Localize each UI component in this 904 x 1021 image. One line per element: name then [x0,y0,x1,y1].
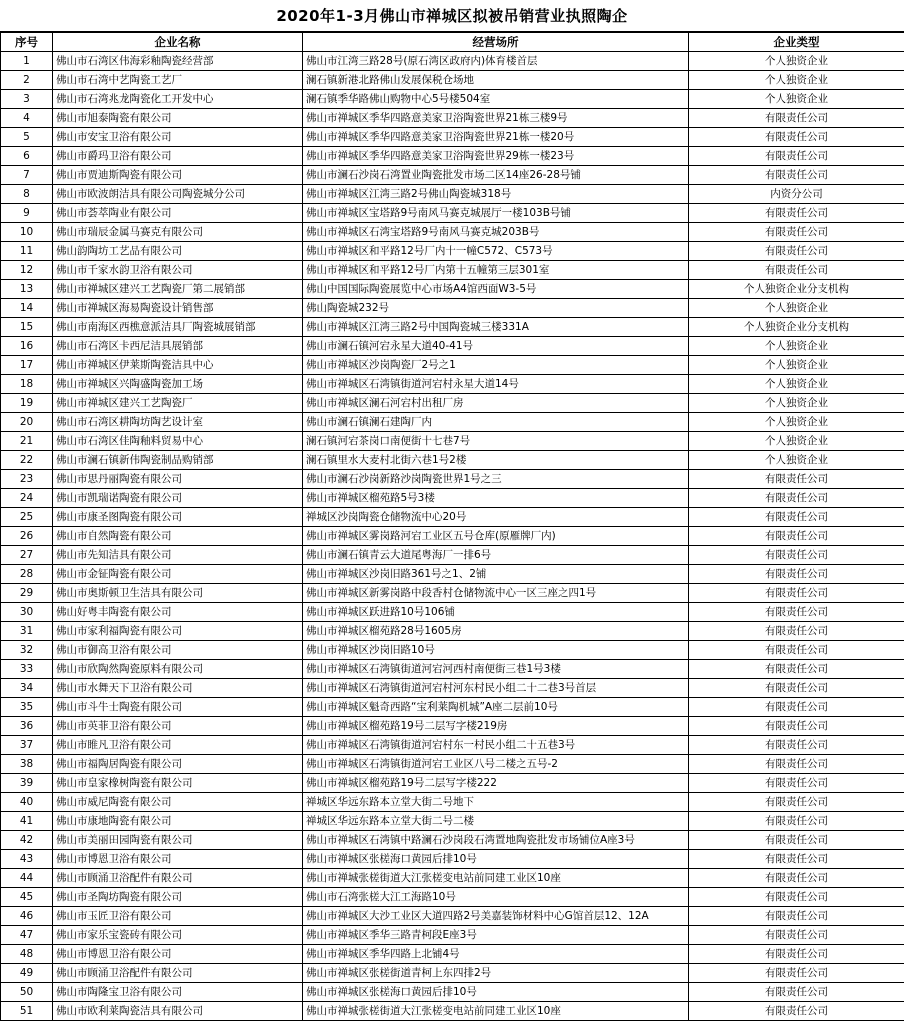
address-cell: 佛山市澜石镇青云大道尾粤海厂一排6号 [303,546,689,565]
row-index: 21 [1,432,53,451]
table-row [1,945,904,964]
address-cell: 佛山市禅城区石湾镇街道河宕村河东村民小组二十二巷3号首层 [303,679,689,698]
company-type-cell: 有限责任公司 [689,565,904,584]
address-cell: 澜石镇新港北路佛山发展保税仓场地 [303,71,689,90]
table-row [1,907,904,926]
address-cell: 佛山陶瓷城232号 [303,299,689,318]
company-type-cell: 有限责任公司 [689,888,904,907]
company-type-cell: 有限责任公司 [689,128,904,147]
company-name-cell: 佛山市瑞辰金属马赛克有限公司 [53,223,303,242]
table-row [1,679,904,698]
row-index: 25 [1,508,53,527]
company-name-cell: 佛山市石湾兆龙陶瓷化工开发中心 [53,90,303,109]
table-row [1,52,904,71]
row-index: 20 [1,413,53,432]
company-name-cell: 佛山市千家水韵卫浴有限公司 [53,261,303,280]
table-row [1,736,904,755]
address-cell: 佛山市禅城区榴苑路28号1605房 [303,622,689,641]
address-cell: 禅城区沙岗陶瓷仓储物流中心20号 [303,508,689,527]
row-index: 15 [1,318,53,337]
row-index: 35 [1,698,53,717]
address-cell: 佛山市禅城区宝塔路9号南风马赛克城展厅一楼103B号铺 [303,204,689,223]
address-cell: 佛山市石湾张槎大江工海路10号 [303,888,689,907]
company-name-cell: 佛山市贾迪斯陶瓷有限公司 [53,166,303,185]
table-row [1,926,904,945]
company-type-cell: 个人独资企业 [689,451,904,470]
company-name-cell: 佛山市金钲陶瓷有限公司 [53,565,303,584]
company-name-cell: 佛山市美丽田园陶瓷有限公司 [53,831,303,850]
company-name-cell: 佛山市康地陶瓷有限公司 [53,812,303,831]
company-name-cell: 佛山市威尼陶瓷有限公司 [53,793,303,812]
row-index: 34 [1,679,53,698]
company-type-cell: 个人独资企业 [689,432,904,451]
address-cell: 佛山市禅城区江湾三路2号佛山陶瓷城318号 [303,185,689,204]
address-cell: 佛山市禅城区季华四路上北铺4号 [303,945,689,964]
row-index: 50 [1,983,53,1002]
row-index: 3 [1,90,53,109]
company-type-cell: 有限责任公司 [689,622,904,641]
sheet-title: 2020年1-3月佛山市禅城区拟被吊销营业执照陶企 [0,0,904,32]
row-index: 30 [1,603,53,622]
address-cell: 佛山市禅城区榴苑路19号二层写字楼219房 [303,717,689,736]
row-index: 2 [1,71,53,90]
table-row [1,698,904,717]
company-name-cell: 佛山市欧波朗洁具有限公司陶瓷城分公司 [53,185,303,204]
company-name-cell: 佛山市旭泰陶瓷有限公司 [53,109,303,128]
address-cell: 佛山市禅城区新雾岗路中段香村仓储物流中心一区三座之四1号 [303,584,689,603]
row-index: 44 [1,869,53,888]
company-name-cell: 佛山市欧利莱陶瓷洁具有限公司 [53,1002,303,1021]
address-cell: 佛山市禅城区石湾镇街道河宕工业区八号二楼之五号-2 [303,755,689,774]
address-cell: 澜石镇河宕茶岗口南便街十七巷7号 [303,432,689,451]
company-name-cell: 佛山市石湾区卡西尼洁具展销部 [53,337,303,356]
company-type-cell: 有限责任公司 [689,755,904,774]
address-cell: 佛山中国国际陶瓷展览中心市场A4馆西面W3-5号 [303,280,689,299]
address-cell: 佛山市禅城区大沙工业区大道四路2号美嘉装饰材料中心G馆首层12、12A [303,907,689,926]
address-cell: 佛山市禅城区季华四路意美家卫浴陶瓷世界29栋一楼23号 [303,147,689,166]
address-cell: 佛山市禅城区榴苑路5号3楼 [303,489,689,508]
address-cell: 佛山市澜石沙岗新路沙岗陶瓷世界1号之三 [303,470,689,489]
row-index: 37 [1,736,53,755]
row-index: 38 [1,755,53,774]
address-cell: 佛山市禅城区季华四路意美家卫浴陶瓷世界21栋三楼9号 [303,109,689,128]
table-row [1,242,904,261]
table-row [1,641,904,660]
row-index: 26 [1,527,53,546]
company-type-cell: 有限责任公司 [689,641,904,660]
row-index: 41 [1,812,53,831]
table-row [1,793,904,812]
table-row [1,660,904,679]
table-row [1,375,904,394]
address-cell: 佛山市禅城区张槎海口黄园后排10号 [303,983,689,1002]
address-cell: 佛山市禅城区石湾宝塔路9号南风马赛克城203B号 [303,223,689,242]
company-type-cell: 有限责任公司 [689,964,904,983]
company-name-cell: 佛山市南海区西樵意派洁具厂陶瓷城展销部 [53,318,303,337]
company-type-cell: 有限责任公司 [689,546,904,565]
company-name-cell: 佛山市圣陶坊陶瓷有限公司 [53,888,303,907]
table-row [1,489,904,508]
row-index: 29 [1,584,53,603]
table-row [1,774,904,793]
address-cell: 佛山市禅城区季华三路青柯段E座3号 [303,926,689,945]
enterprise-table [0,32,904,1021]
table-row [1,432,904,451]
company-type-cell: 有限责任公司 [689,774,904,793]
company-type-cell: 有限责任公司 [689,470,904,489]
company-name-cell: 佛山市荟萃陶业有限公司 [53,204,303,223]
table-row [1,261,904,280]
row-index: 10 [1,223,53,242]
address-cell: 佛山市禅城区魁奇西路“宝利莱陶机城”A座二层前10号 [303,698,689,717]
company-name-cell: 佛山好粤丰陶瓷有限公司 [53,603,303,622]
address-cell: 佛山市禅城区澜石河宕村出租厂房 [303,394,689,413]
row-index: 47 [1,926,53,945]
row-index: 40 [1,793,53,812]
table-row [1,90,904,109]
table-row [1,318,904,337]
address-cell: 佛山市禅城区张槎街道青柯上东四排2号 [303,964,689,983]
table-header [1,33,904,52]
table-row [1,831,904,850]
address-cell: 澜石镇里水大麦村北街六巷1号2楼 [303,451,689,470]
company-type-cell: 有限责任公司 [689,831,904,850]
company-name-cell: 佛山市石湾区伟海彩釉陶瓷经营部 [53,52,303,71]
company-name-cell: 佛山市石湾中艺陶瓷工艺厂 [53,71,303,90]
table-row [1,394,904,413]
header-index: 序号 [1,33,53,52]
company-type-cell: 有限责任公司 [689,1002,904,1021]
table-row [1,888,904,907]
row-index: 39 [1,774,53,793]
table-row [1,147,904,166]
table-row [1,964,904,983]
row-index: 22 [1,451,53,470]
row-index: 11 [1,242,53,261]
address-cell: 禅城区华远东路本立堂大街二号地下 [303,793,689,812]
company-name-cell: 佛山市水舞天下卫浴有限公司 [53,679,303,698]
row-index: 45 [1,888,53,907]
company-type-cell: 有限责任公司 [689,869,904,888]
table-row [1,413,904,432]
company-name-cell: 佛山市博恩卫浴有限公司 [53,850,303,869]
address-cell: 佛山市禅城区榴苑路19号二层写字楼222 [303,774,689,793]
row-index: 6 [1,147,53,166]
table-row [1,109,904,128]
company-name-cell: 佛山市禅城区海易陶瓷设计销售部 [53,299,303,318]
address-cell: 佛山市澜石镇河宕永星大道40-41号 [303,337,689,356]
row-index: 36 [1,717,53,736]
company-type-cell: 有限责任公司 [689,850,904,869]
row-index: 16 [1,337,53,356]
company-type-cell: 个人独资企业 [689,375,904,394]
company-name-cell: 佛山市英菲卫浴有限公司 [53,717,303,736]
company-name-cell: 佛山市康圣图陶瓷有限公司 [53,508,303,527]
company-type-cell: 个人独资企业 [689,299,904,318]
row-index: 4 [1,109,53,128]
table-row [1,546,904,565]
table-row [1,1002,904,1021]
company-name-cell: 佛山市陶隆宝卫浴有限公司 [53,983,303,1002]
row-index: 17 [1,356,53,375]
company-name-cell: 佛山市安宝卫浴有限公司 [53,128,303,147]
company-name-cell: 佛山市博恩卫浴有限公司 [53,945,303,964]
company-type-cell: 有限责任公司 [689,926,904,945]
address-cell: 佛山市禅城区石湾镇街道河宕村永星大道14号 [303,375,689,394]
company-type-cell: 个人独资企业 [689,52,904,71]
row-index: 23 [1,470,53,489]
company-name-cell: 佛山市家乐宝瓷砖有限公司 [53,926,303,945]
address-cell: 佛山市江湾三路28号(原石湾区政府内)体育楼首层 [303,52,689,71]
address-cell: 佛山市禅城张槎街道大江张槎变电站前同建工业区10座 [303,1002,689,1021]
company-type-cell: 有限责任公司 [689,983,904,1002]
table-row [1,565,904,584]
company-name-cell: 佛山市自然陶瓷有限公司 [53,527,303,546]
row-index: 8 [1,185,53,204]
address-cell: 佛山市禅城区沙岗旧路361号之1、2铺 [303,565,689,584]
company-name-cell: 佛山市凯瑞诺陶瓷有限公司 [53,489,303,508]
company-type-cell: 有限责任公司 [689,508,904,527]
row-index: 18 [1,375,53,394]
header-company-type: 企业类型 [689,33,904,52]
company-type-cell: 有限责任公司 [689,603,904,622]
company-type-cell: 个人独资企业 [689,90,904,109]
table-row [1,850,904,869]
table-row [1,812,904,831]
row-index: 49 [1,964,53,983]
company-type-cell: 有限责任公司 [689,660,904,679]
header-company-name: 企业名称 [53,33,303,52]
company-type-cell: 个人独资企业 [689,413,904,432]
company-name-cell: 佛山韵陶坊工艺品有限公司 [53,242,303,261]
header-business-address: 经营场所 [303,33,689,52]
company-type-cell: 有限责任公司 [689,812,904,831]
address-cell: 佛山市禅城区石湾镇街道河宕河西村南便街三巷1号3楼 [303,660,689,679]
row-index: 51 [1,1002,53,1021]
table-row [1,527,904,546]
company-name-cell: 佛山市先知洁具有限公司 [53,546,303,565]
address-cell: 佛山市禅城区跃进路10号106铺 [303,603,689,622]
company-type-cell: 有限责任公司 [689,489,904,508]
company-name-cell: 佛山市禅城区兴陶盛陶瓷加工场 [53,375,303,394]
table-row [1,584,904,603]
company-type-cell: 有限责任公司 [689,907,904,926]
company-type-cell: 个人独资企业 [689,71,904,90]
address-cell: 佛山市禅城区雾岗路河宕工业区五号仓库(原雁牌厂内) [303,527,689,546]
table-row [1,508,904,527]
row-index: 33 [1,660,53,679]
company-name-cell: 佛山市澜石镇新伟陶瓷制品购销部 [53,451,303,470]
company-type-cell: 有限责任公司 [689,717,904,736]
row-index: 5 [1,128,53,147]
row-index: 24 [1,489,53,508]
address-cell: 佛山市禅城区沙岗陶瓷厂2号之1 [303,356,689,375]
header-row [1,33,904,52]
company-type-cell: 有限责任公司 [689,793,904,812]
company-type-cell: 有限责任公司 [689,166,904,185]
company-type-cell: 有限责任公司 [689,204,904,223]
company-name-cell: 佛山市奥斯顿卫生洁具有限公司 [53,584,303,603]
company-type-cell: 个人独资企业分支机构 [689,280,904,299]
table-row [1,869,904,888]
row-index: 28 [1,565,53,584]
company-type-cell: 有限责任公司 [689,223,904,242]
company-type-cell: 有限责任公司 [689,109,904,128]
address-cell: 佛山市澜石镇澜石建陶厂内 [303,413,689,432]
row-index: 46 [1,907,53,926]
row-index: 13 [1,280,53,299]
company-type-cell: 有限责任公司 [689,242,904,261]
address-cell: 佛山市禅城区江湾三路2号中国陶瓷城三楼331A [303,318,689,337]
company-type-cell: 有限责任公司 [689,698,904,717]
row-index: 43 [1,850,53,869]
address-cell: 佛山市澜石沙岗石湾置业陶瓷批发市场二区14座26-28号铺 [303,166,689,185]
address-cell: 佛山市禅城区石湾镇街道河宕村东一村民小组二十五巷3号 [303,736,689,755]
table-row [1,204,904,223]
address-cell: 佛山市禅城区沙岗旧路10号 [303,641,689,660]
address-cell: 佛山市禅城区和平路12号厂内第十五幢第三层301室 [303,261,689,280]
table-row [1,622,904,641]
company-name-cell: 佛山市家利福陶瓷有限公司 [53,622,303,641]
company-type-cell: 有限责任公司 [689,527,904,546]
company-type-cell: 有限责任公司 [689,147,904,166]
company-name-cell: 佛山市爵玛卫浴有限公司 [53,147,303,166]
table-row [1,983,904,1002]
company-type-cell: 有限责任公司 [689,261,904,280]
row-index: 32 [1,641,53,660]
table-row [1,356,904,375]
company-type-cell: 有限责任公司 [689,679,904,698]
company-type-cell: 有限责任公司 [689,584,904,603]
table-row [1,299,904,318]
row-index: 42 [1,831,53,850]
address-cell: 佛山市禅城区和平路12号厂内十一幢C572、C573号 [303,242,689,261]
company-name-cell: 佛山市顾涌卫浴配件有限公司 [53,964,303,983]
table-row [1,166,904,185]
company-type-cell: 个人独资企业分支机构 [689,318,904,337]
table-body [1,52,904,1021]
table-row [1,185,904,204]
company-type-cell: 个人独资企业 [689,356,904,375]
company-type-cell: 个人独资企业 [689,337,904,356]
company-type-cell: 内资分公司 [689,185,904,204]
company-name-cell: 佛山市禅城区建兴工艺陶瓷厂第二展销部 [53,280,303,299]
company-name-cell: 佛山市禅城区伊莱斯陶瓷洁具中心 [53,356,303,375]
company-name-cell: 佛山市思丹丽陶瓷有限公司 [53,470,303,489]
address-cell: 澜石镇季华路佛山购物中心5号楼504室 [303,90,689,109]
company-name-cell: 佛山市福陶居陶瓷有限公司 [53,755,303,774]
table-row [1,337,904,356]
table-row [1,603,904,622]
row-index: 7 [1,166,53,185]
company-name-cell: 佛山市御高卫浴有限公司 [53,641,303,660]
row-index: 48 [1,945,53,964]
address-cell: 佛山市禅城区石湾镇中路澜石沙岗段石湾置地陶瓷批发市场铺位A座3号 [303,831,689,850]
table-row [1,223,904,242]
company-type-cell: 有限责任公司 [689,736,904,755]
table-row [1,717,904,736]
company-name-cell: 佛山市斗牛士陶瓷有限公司 [53,698,303,717]
address-cell: 佛山市禅城区张槎海口黄园后排10号 [303,850,689,869]
row-index: 9 [1,204,53,223]
row-index: 27 [1,546,53,565]
company-type-cell: 个人独资企业 [689,394,904,413]
table-row [1,280,904,299]
row-index: 12 [1,261,53,280]
company-name-cell: 佛山市欣陶然陶瓷原料有限公司 [53,660,303,679]
table-row [1,451,904,470]
address-cell: 佛山市禅城区季华四路意美家卫浴陶瓷世界21栋一楼20号 [303,128,689,147]
company-name-cell: 佛山市皇家橡树陶瓷有限公司 [53,774,303,793]
row-index: 14 [1,299,53,318]
table-row [1,71,904,90]
company-name-cell: 佛山市石湾区耕陶坊陶艺设计室 [53,413,303,432]
row-index: 1 [1,52,53,71]
address-cell: 禅城区华远东路本立堂大街二号二楼 [303,812,689,831]
company-name-cell: 佛山市禅城区建兴工艺陶瓷厂 [53,394,303,413]
address-cell: 佛山市禅城张槎街道大江张槎变电站前同建工业区10座 [303,869,689,888]
company-name-cell: 佛山市顾涌卫浴配件有限公司 [53,869,303,888]
row-index: 19 [1,394,53,413]
company-type-cell: 有限责任公司 [689,945,904,964]
table-row [1,470,904,489]
company-name-cell: 佛山市石湾区佳陶釉料贸易中心 [53,432,303,451]
company-name-cell: 佛山市玉匠卫浴有限公司 [53,907,303,926]
table-row [1,755,904,774]
row-index: 31 [1,622,53,641]
table-row [1,128,904,147]
company-name-cell: 佛山市睢凡卫浴有限公司 [53,736,303,755]
